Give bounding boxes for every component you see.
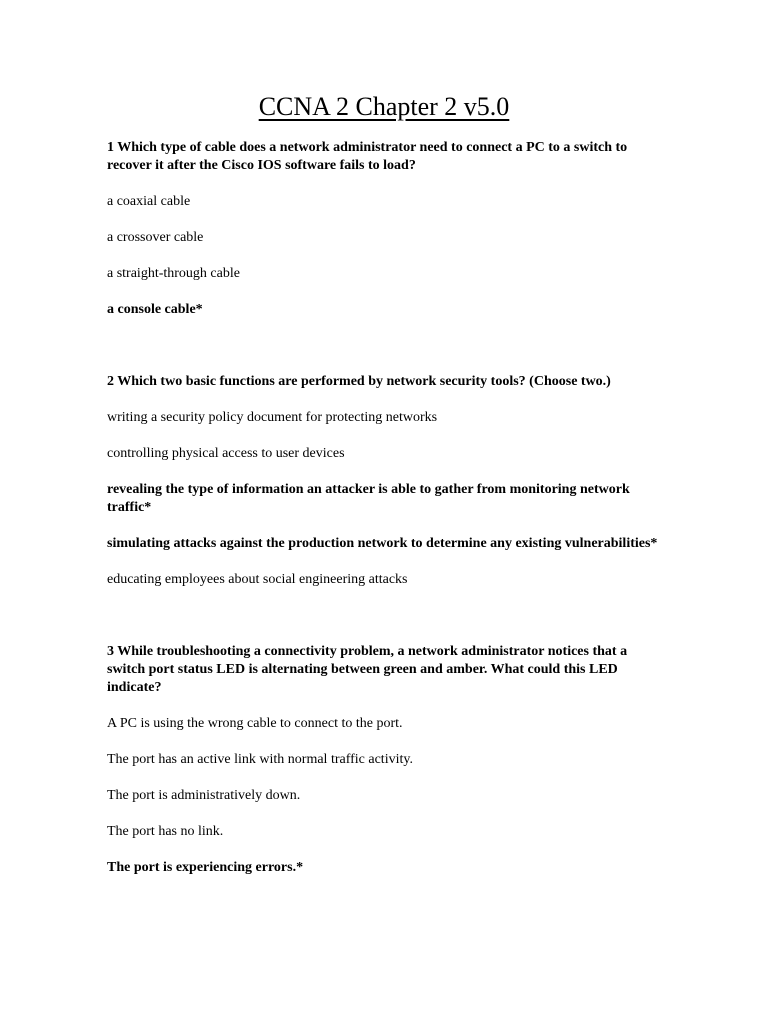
correct-answer-option: a console cable* [107,302,203,317]
answer-option: a coaxial cable [107,194,191,209]
question-3 [107,643,667,877]
answer-option: educating employees about social engineering attacks [107,572,408,587]
document-body [107,139,667,895]
question-gap [107,337,667,373]
question-text: 3 While troubleshooting a connectivity problem, a network administrator notices that a switch port status LED is alternating between green and amber. What could this LED indicate? [107,644,628,695]
question-1 [107,139,667,319]
answer-option: The port has an active link with normal traffic activity. [107,752,413,767]
question-text: 2 Which two basic functions are performed by network security tools? (Choose two.) [107,374,611,389]
answer-option: The port is administratively down. [107,788,301,803]
answer-option: The port has no link. [107,824,224,839]
correct-answer-option: The port is experiencing errors.* [107,860,304,875]
answer-option: writing a security policy document for protecting networks [107,410,438,425]
answer-option: a straight-through cable [107,266,240,281]
question-2 [107,373,667,589]
answer-option: a crossover cable [107,230,204,245]
document-title: CCNA 2 Chapter 2 v5.0 [258,92,510,121]
answer-option: A PC is using the wrong cable to connect to the port. [107,716,403,731]
correct-answer-option: simulating attacks against the production network to determine any existing vulnerabilities* [107,536,658,551]
answer-option: controlling physical access to user devices [107,446,345,461]
correct-answer-option: revealing the type of information an attacker is able to gather from monitoring network traffic* [107,482,630,515]
question-gap [107,607,667,643]
question-text: 1 Which type of cable does a network administrator need to connect a PC to a switch to recover it after the Cisco IOS software fails to load? [107,140,628,173]
